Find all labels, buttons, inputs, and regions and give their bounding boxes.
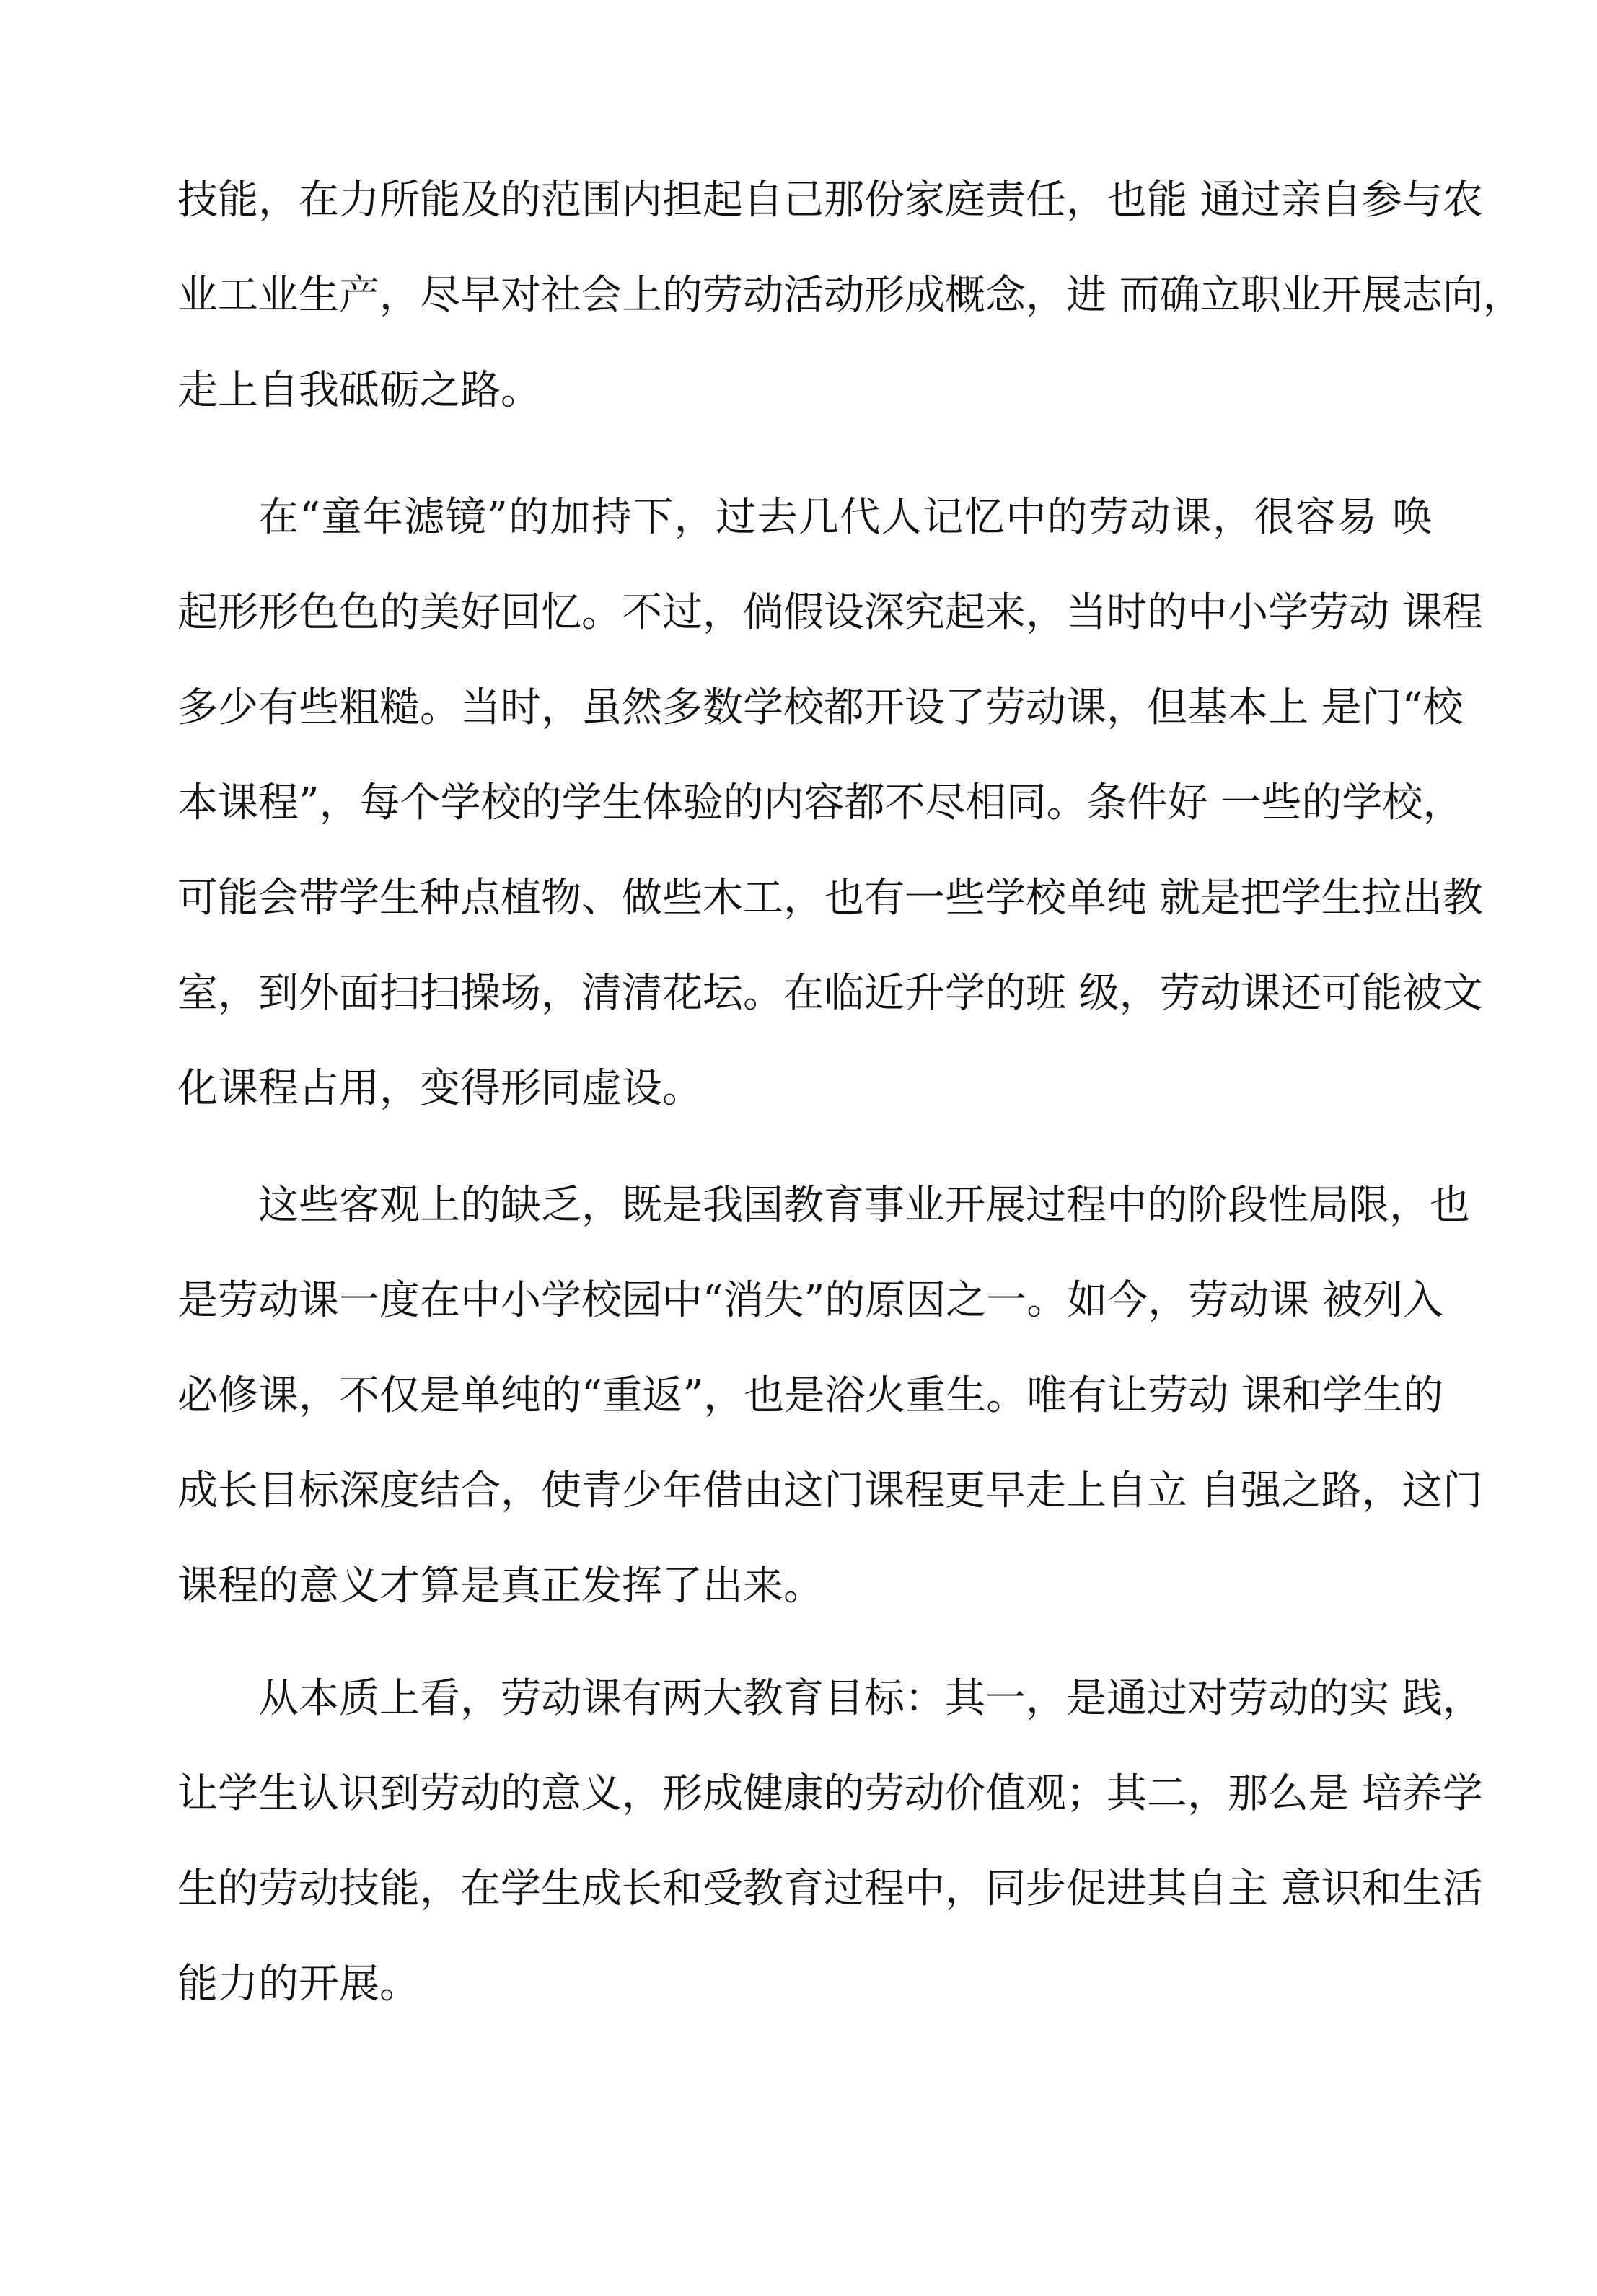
paragraph-line: 是劳动课一度在中小学校园中“消失”的原因之一。如今，劳动课 被列入 xyxy=(177,1277,1444,1324)
paragraph-1 xyxy=(177,153,1523,438)
paragraph-line: 在“童年滤镜”的加持下，过去几代人记忆中的劳动课，很容易 唤 xyxy=(258,494,1433,541)
paragraph-line: 必修课，不仅是单纯的“重返”，也是浴火重生。唯有让劳动 课和学生的 xyxy=(177,1372,1444,1419)
paragraph-line: 从本质上看，劳动课有两大教育目标：其一，是通过对劳动的实 践， xyxy=(258,1675,1483,1722)
paragraph-line: 走上自我砥砺之路。 xyxy=(177,367,541,414)
paragraph-line: 室，到外面扫扫操场，清清花坛。在临近升学的班 级，劳动课还可能被文 xyxy=(177,970,1483,1017)
paragraph-3 xyxy=(177,1158,1483,1634)
paragraph-line: 生的劳动技能，在学生成长和受教育过程中，同步促进其自主 意识和生活 xyxy=(177,1866,1483,1912)
paragraph-line: 可能会带学生种点植物、做些木工，也有一些学校单纯 就是把学生拉出教 xyxy=(177,875,1483,922)
paragraph-line: 课程的意义才算是真正发挥了出来。 xyxy=(177,1563,824,1610)
paragraph-line: 多少有些粗糙。当时，虽然多数学校都开设了劳动课，但基本上 是门“校 xyxy=(177,684,1464,731)
paragraph-line: 成长目标深度结合，使青少年借由这门课程更早走上自立 自强之路，这门 xyxy=(177,1467,1483,1514)
paragraph-line: 让学生认识到劳动的意义，形成健康的劳动价值观；其二，那么是 培养学 xyxy=(177,1770,1483,1817)
paragraph-4 xyxy=(177,1651,1483,2032)
paragraph-line: 能力的开展。 xyxy=(177,1961,420,2008)
paragraph-line: 起形形色色的美好回忆。不过，倘假设深究起来，当时的中小学劳动 课程 xyxy=(177,589,1483,636)
paragraph-line: 业工业生产，尽早对社会上的劳动活动形成概念，进 而确立职业开展志向， xyxy=(177,272,1523,319)
paragraph-line: 技能，在力所能及的范围内担起自己那份家庭责任，也能 通过亲自参与农 xyxy=(177,177,1483,224)
paragraph-line: 本课程”，每个学校的学生体验的内容都不尽相同。条件好 一些的学校， xyxy=(177,780,1464,826)
paragraph-2 xyxy=(177,470,1483,1136)
paragraph-line: 化课程占用，变得形同虚设。 xyxy=(177,1065,703,1112)
paragraph-line: 这些客观上的缺乏，既是我国教育事业开展过程中的阶段性局限，也 xyxy=(258,1182,1470,1229)
